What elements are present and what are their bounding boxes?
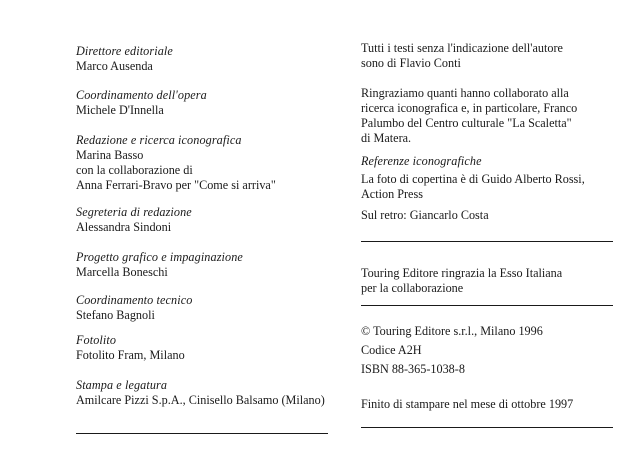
credit-role: Coordinamento tecnico [76, 293, 193, 307]
credit-name: Marina Basso [76, 148, 144, 162]
credit-role: Progetto grafico e impaginazione [76, 250, 243, 264]
isbn: ISBN 88-365-1038-8 [361, 362, 465, 376]
credit-name: Fotolito Fram, Milano [76, 348, 185, 362]
credit-role: Fotolito [76, 333, 117, 347]
credit-role: Redazione e ricerca iconografica [76, 133, 242, 147]
credit-graphic-design [76, 250, 328, 280]
book-code: Codice A2H [361, 343, 422, 357]
credit-role: Coordinamento dell'opera [76, 88, 207, 102]
photo-references-heading: Referenze iconografiche [361, 154, 482, 168]
publication-info [361, 324, 615, 377]
credit-printing-binding [76, 378, 328, 408]
credit-editorial-secretary [76, 205, 328, 235]
back-photo-credit: Sul retro: Giancarlo Costa [361, 208, 489, 222]
credit-name: Alessandra Sindoni [76, 220, 172, 234]
credit-editorial-director [76, 44, 328, 74]
divider-rule [76, 433, 328, 434]
credit-role: Stampa e legatura [76, 378, 168, 392]
credit-name: Marco Ausenda [76, 59, 153, 73]
divider-rule [361, 305, 613, 306]
credit-role: Segreteria di redazione [76, 205, 192, 219]
credit-technical-coordination [76, 293, 328, 323]
credit-coordination [76, 88, 328, 118]
credit-photolitho [76, 333, 328, 363]
printing-date: Finito di stampare nel mese di ottobre 1997 [361, 397, 574, 411]
sponsor-thanks: Touring Editore ringrazia la Esso Italiana per la collaborazione [361, 266, 563, 295]
cover-photo-credit: La foto di copertina è di Guido Alberto Rossi, Action Press [361, 172, 585, 201]
credit-editing-iconography [76, 133, 328, 193]
credit-name: Stefano Bagnoli [76, 308, 155, 322]
divider-rule [361, 427, 613, 428]
copyright-line: © Touring Editore s.r.l., Milano 1996 [361, 324, 543, 338]
credit-name: Michele D'Innella [76, 103, 164, 117]
acknowledgements: Ringraziamo quanti hanno collaborato alla ricerca iconografica e, in particolare, Franco Palumbo del Centro culturale "La Scaletta" di Matera. [361, 86, 578, 145]
credit-name: Amilcare Pizzi S.p.A., Cinisello Balsamo (Milano) [76, 393, 325, 407]
credit-note: con la collaborazione di [76, 163, 193, 177]
divider-rule [361, 241, 613, 242]
authorship-note: Tutti i testi senza l'indicazione dell'autore sono di Flavio Conti [361, 41, 563, 70]
credit-name: Marcella Boneschi [76, 265, 168, 279]
credit-role: Direttore editoriale [76, 44, 173, 58]
credit-name: Anna Ferrari-Bravo per "Come si arriva" [76, 178, 276, 192]
